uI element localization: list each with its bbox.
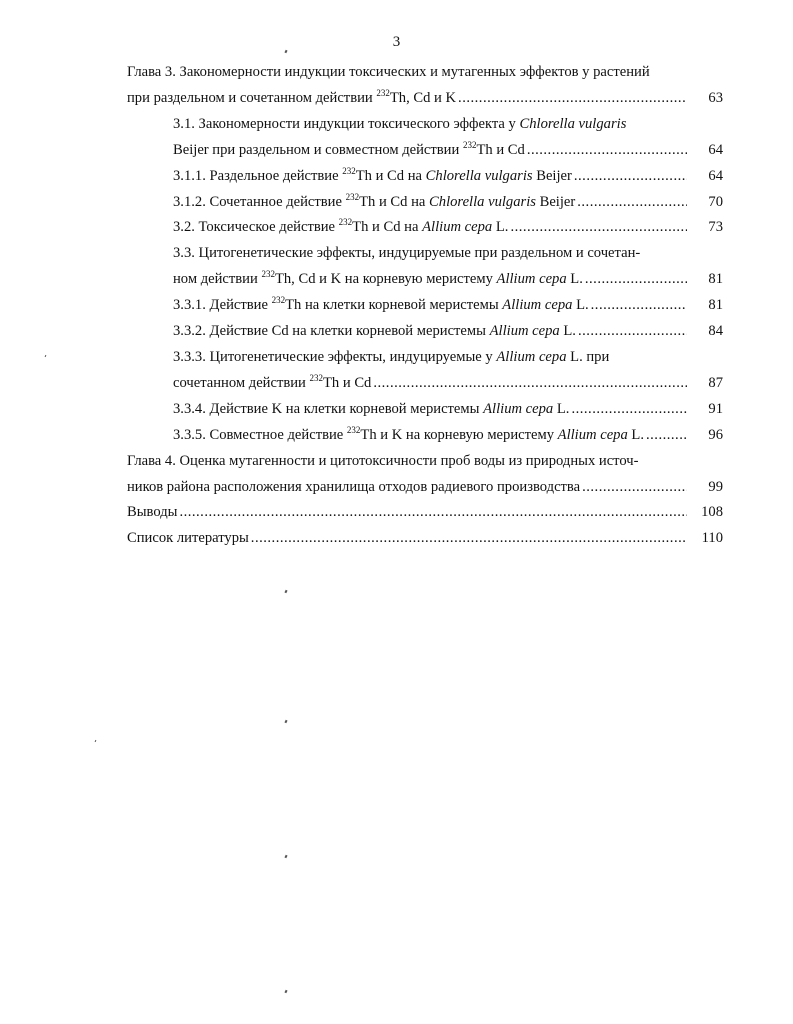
toc-page-number: 96 [708, 426, 723, 443]
toc-page-number: 87 [708, 374, 723, 391]
toc-page-number: 99 [708, 478, 723, 495]
isotope-superscript: 232 [462, 139, 477, 150]
toc-page-number: 91 [708, 400, 723, 417]
leader-dots [510, 215, 687, 241]
toc-entry-title: 3.1.1. Раздельное действие [173, 167, 343, 184]
leader-dots [527, 138, 687, 164]
toc-page-number: 64 [708, 141, 723, 158]
scan-speck [95, 740, 97, 742]
leader-dots [591, 293, 687, 319]
species-name: Chlorella vulgaris [425, 167, 533, 184]
leader-dots [251, 526, 687, 552]
toc-entry-title: 3.1. Закономерности индукции токсического эффекта у [173, 115, 520, 132]
toc-entry-chapter-4[interactable]: Глава 4. Оценка мутагенности и цитотоксичности проб воды из природных источ- ников района расположения хранилища отходов радиевого производства ..... 99 [127, 449, 723, 501]
isotope-superscript: 232 [345, 191, 360, 202]
toc-entry-title-cont: при раздельном и сочетанном действии [127, 89, 377, 106]
leader-dots [458, 86, 687, 112]
toc-page-number: 63 [708, 89, 723, 106]
toc-entry-title: 3.3.5. Совместное действие [173, 426, 347, 443]
isotope-superscript: 232 [342, 165, 356, 176]
isotope-superscript: 232 [346, 424, 361, 435]
species-name: Allium cepa [496, 348, 567, 365]
species-name: Allium cepa [483, 400, 554, 417]
toc-entry-3-3-5[interactable]: 3.3.5. Совместное действие $^{232}$Th и K на корневую меристему Allium cepa L. ..... 96 [173, 423, 723, 449]
toc-page-number: 110 [701, 530, 723, 547]
page-number: 3 [392, 34, 401, 50]
species-name: Allium cepa [422, 219, 493, 236]
species-name: Allium cepa [502, 297, 573, 314]
toc-entry-3-1-1[interactable]: 3.1.1. Раздельное действие $^{232}$Th и Cd на Chlorella vulgaris Beijer ..... 64 [173, 164, 723, 190]
toc-entry-title: 3.3.3. Цитогенетические эффекты, индуцируемые у [173, 348, 497, 365]
isotope-superscript: 232 [309, 372, 323, 383]
species-name: Allium cepa [557, 426, 628, 443]
toc-entry-chapter-3[interactable]: Глава 3. Закономерности индукции токсических и мутагенных эффектов у растений при раздельном и сочетанном действии $^{232}$Th, Cd и K ..... 63 [127, 60, 723, 112]
leader-dots [578, 319, 687, 345]
toc-entry-references[interactable] [127, 526, 723, 552]
toc-page-number: 108 [701, 504, 723, 521]
toc-entry-title: 3.2. Токсическое действие [173, 219, 339, 236]
species-name: Chlorella vulgaris [519, 115, 627, 132]
isotope-superscript: 232 [376, 87, 390, 98]
scan-speck [284, 990, 287, 994]
toc-entry-title: Глава 3. Закономерности индукции токсических и мутагенных эффектов у растений [127, 64, 650, 80]
leader-dots [585, 267, 687, 293]
toc-entry-title: 3.3.4. Действие K на клетки корневой меристемы [173, 400, 484, 417]
toc-entry-conclusions[interactable] [127, 500, 723, 526]
toc-page-number: 70 [708, 193, 723, 210]
toc-page-number: 64 [708, 167, 723, 184]
scan-speck [284, 590, 287, 594]
toc-entry-3-3-2[interactable]: 3.3.2. Действие Cd на клетки корневой меристемы Allium cepa L. ..... 84 [173, 319, 723, 345]
toc-page-number: 84 [708, 323, 723, 340]
scan-speck [284, 50, 287, 54]
leader-dots [646, 423, 687, 449]
species-name: Chlorella vulgaris [429, 193, 536, 210]
species-name: Allium cepa [489, 323, 560, 340]
toc-page-number: 81 [708, 297, 723, 314]
toc-entry-title: 3.3. Цитогенетические эффекты, индуцируемые при раздельном и сочетан- [173, 245, 641, 262]
scan-speck [284, 720, 287, 724]
toc-entry-3-1[interactable]: 3.1. Закономерности индукции токсического эффекта у Chlorella vulgaris Beijer при раздельном и совместном действии $^{232}$Th и Cd ..... 64 [173, 112, 723, 164]
leader-dots [571, 397, 687, 423]
leader-dots [577, 190, 687, 216]
toc-entry-3-1-2[interactable]: 3.1.2. Сочетанное действие $^{232}$Th и Cd на Chlorella vulgaris Beijer ..... 70 [173, 190, 723, 216]
isotope-superscript: 232 [261, 269, 275, 280]
toc-entry-3-3[interactable]: 3.3. Цитогенетические эффекты, индуцируемые при раздельном и сочетан- ном действии $^{232}$Th, Cd и K на корневую меристему Allium cepa L. ..... 81 [173, 241, 723, 293]
toc-page-number: 73 [708, 219, 723, 236]
species-name: Allium cepa [496, 271, 567, 288]
toc-entry-title: Список литературы [127, 530, 249, 547]
toc-page-number: 81 [708, 271, 723, 288]
leader-dots [179, 500, 687, 526]
toc-entry-title: 3.1.2. Сочетанное действие [173, 193, 346, 210]
scan-speck [45, 355, 47, 357]
toc-entry-title: 3.3.1. Действие [173, 297, 272, 314]
table-of-contents [127, 60, 723, 552]
toc-entry-3-3-3[interactable]: 3.3.3. Цитогенетические эффекты, индуцируемые у Allium cepa L. при сочетанном действии $^{232}$Th и Cd ..... 87 [173, 345, 723, 397]
leader-dots [582, 475, 687, 501]
toc-entry-title: Глава 4. Оценка мутагенности и цитотоксичности проб воды из природных источ- [127, 452, 639, 469]
toc-entry-3-3-4[interactable]: 3.3.4. Действие K на клетки корневой меристемы Allium cepa L. ..... 91 [173, 397, 723, 423]
toc-entry-title: Выводы [127, 504, 178, 521]
leader-dots [574, 164, 687, 190]
scan-speck [284, 855, 287, 859]
toc-entry-title: 3.3.2. Действие Cd на клетки корневой меристемы [173, 323, 490, 340]
toc-entry-3-3-1[interactable]: 3.3.1. Действие $^{232}$Th на клетки корневой меристемы Allium cepa L. ..... 81 [173, 293, 723, 319]
leader-dots [373, 371, 687, 397]
isotope-superscript: 232 [338, 217, 353, 228]
toc-entry-3-2[interactable]: 3.2. Токсическое действие $^{232}$Th и Cd на Allium cepa L. ..... 73 [173, 215, 723, 241]
isotope-superscript: 232 [271, 295, 286, 306]
